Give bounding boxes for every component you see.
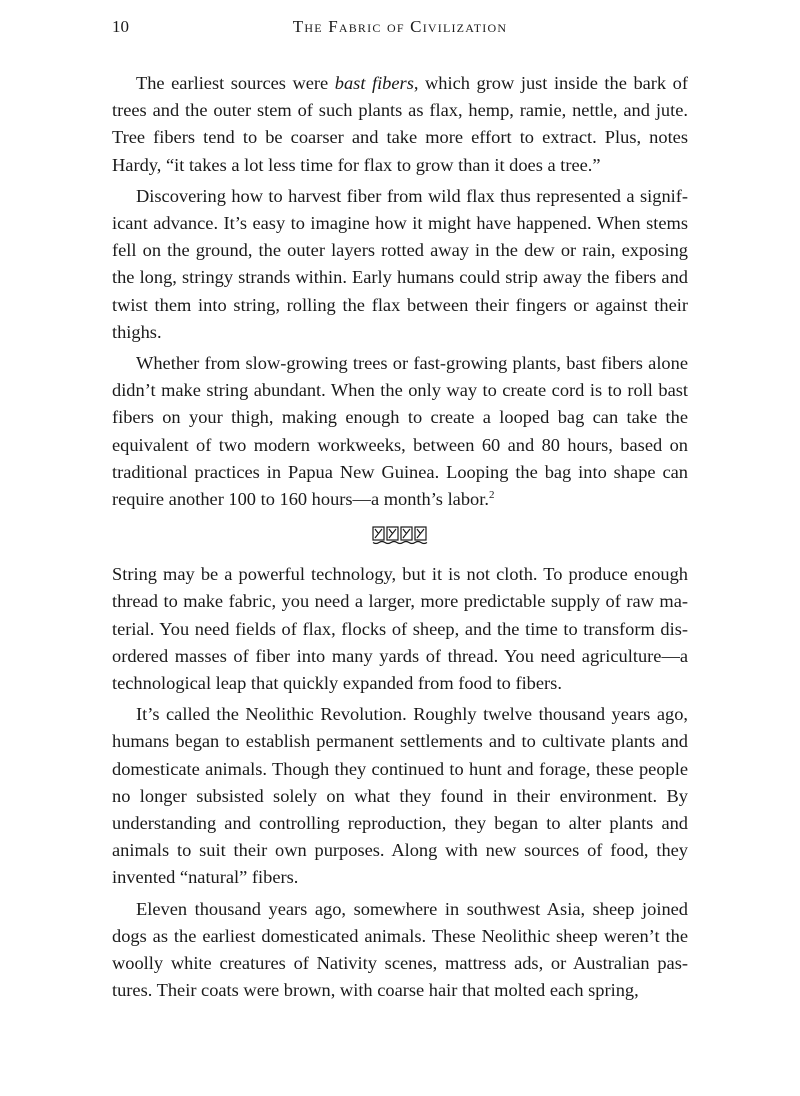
paragraph-text: , which grow just inside the bark of trees and the outer stem of such plants as flax, hemp, ramie, nettle, and jute. Tree fibers tend to be coarser and take more effort to extract. Plus, notes Hardy, “it takes a lot less time for flax to grow than it does a tree.” [112,73,688,175]
ornament-icon [372,525,428,545]
body-text [112,70,688,1009]
footnote-marker: 2 [488,489,495,502]
paragraph-text: The earliest sources were [136,73,335,93]
paragraph-wild-flax: Discovering how to harvest fiber from wild flax thus represented a significant advance. It’s easy to imagine how it might have happened. When stems fell on the ground, the outer layers rotted away in the dew or rain, exposing the long, stringy strands within. Early humans could strip away the fibers and twist them into string, rolling the flax between their fingers or against their thighs. [112,185,688,342]
paragraph-string-not-cloth: String may be a powerful technology, but it is not cloth. To produce enough thread to make fabric, you need a larger, more predictable supply of raw material. You need fields of flax, flocks of sheep, and the time to transform disordered masses of fiber into many yards of thread. You need agriculture—a technological leap that quickly expanded from food to fibers. [112,564,688,694]
paragraph-neolithic-revolution: It’s called the Neolithic Revolution. Roughly twelve thousand years ago, humans began to establish permanent settlements and to cultivate plants and domesticate animals. Though they continued to hunt and forage, these people no longer subsisted solely on what they found in their environment. By understanding and controlling reproduction, they began to alter plants and animals to suit their own purposes. Along with new sources of food, they invented “natural” fibers. [112,704,688,888]
paragraph-bast-fibers [112,70,688,179]
page-number: 10 [112,17,129,36]
paragraph-domesticated-sheep: Eleven thousand years ago, somewhere in southwest Asia, sheep joined dogs as the earliest domesticated animals. These Neolithic sheep weren’t the woolly white creatures of Nativity scenes, mattress ads, or Australian pastures. Their coats were brown, with coarse hair that molted each spring, [112,898,688,1001]
emphasis-term: bast fibers [334,73,414,93]
paragraph-text: Whether from slow-growing trees or fast-growing plants, bast fibers alone didn’t make string abundant. When the only way to create cord is to roll bast fibers on your thigh, making enough to create a looped bag can take the equivalent of two modern workweeks, between 60 and 80 hours, based on traditional practices in Papua New Guinea. Looping the bag into shape can require another 100 to 160 hours—a month’s labor. [112,353,688,510]
paragraph-string-abundance [112,350,688,513]
running-head: The Fabric of Civilization [292,17,508,36]
section-break-ornament [112,525,688,547]
